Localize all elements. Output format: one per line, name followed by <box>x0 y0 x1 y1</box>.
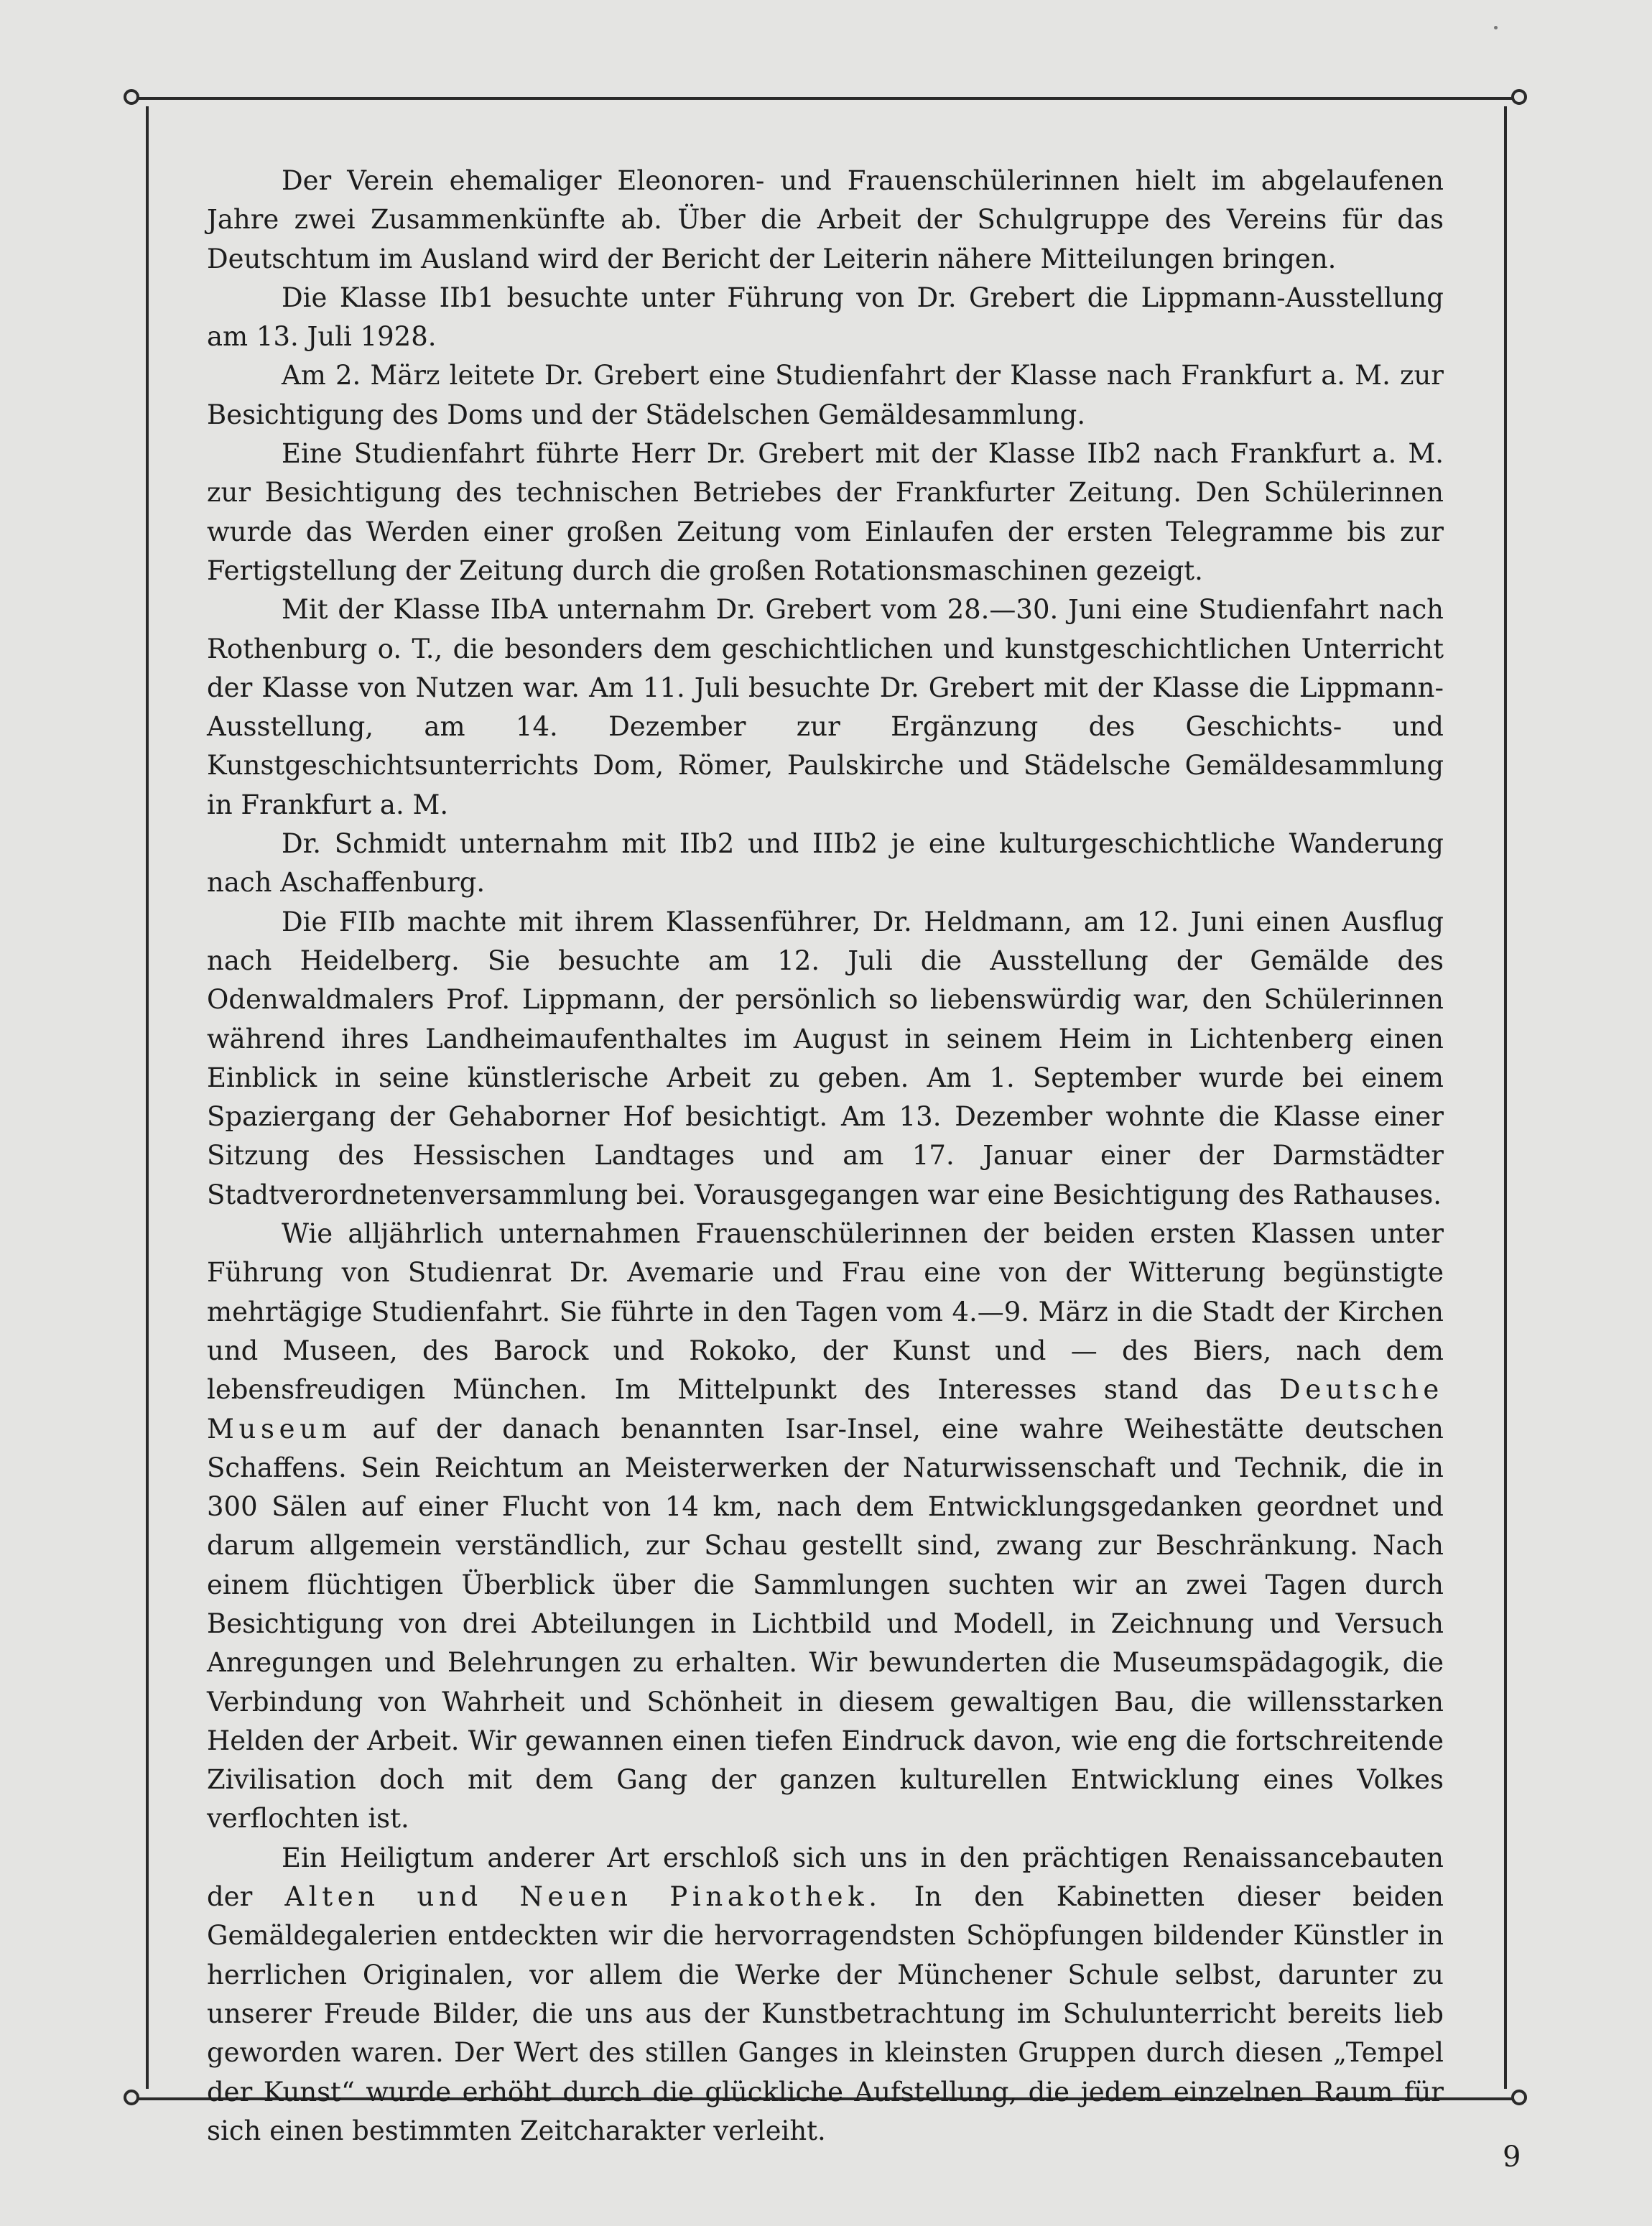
paragraph-pinakothek-text-b: In den Kabinetten dieser beiden Gemäldegalerien entdeckten wir die hervorragendsten Schöpfungen bildender Künstler in herrlichen Originalen, vor allem die Werke der Münchener Schule selbst, darunter zu unserer Freude Bilder, die uns aus der Kunstbetrachtung im Schulunterricht bereits lieb geworden waren. Der Wert des stillen Ganges in kleinsten Gruppen durch diesen „Tempel der Kunst“ wurde erhöht durch die glückliche Aufstellung, die jedem einzelnen Raum für sich einen bestimmten Zeitcharakter verleiht. <box>207 1881 1444 2146</box>
frame-corner-ornament <box>1511 89 1527 105</box>
paragraph-verein: Der Verein ehemaliger Eleonoren- und Frauenschülerinnen hielt im abgelaufenen Jahre zwei Zusammenkünfte ab. Über die Arbeit der Schulgruppe des Vereins für das Deutschtum im Ausland wird der Bericht der Leiterin nähere Mitteilungen bringen. <box>207 165 1444 274</box>
paragraph-muenchen-text-b: auf der danach benannten Isar-Insel, eine wahre Weihestätte deutschen Schaffens. Sein Reichtum an Meisterwerken der Naturwissenschaft und Technik, die in 300 Sälen auf einer Flucht von 14 km, nach dem Entwicklungsgedanken geordnet und darum allgemein verständlich, zur Schau gestellt sind, zwang zur Beschränkung. Nach einem flüchtigen Überblick über die Sammlungen suchten wir an zwei Tagen durch Besichtigung von drei Abteilungen in Lichtbild und Modell, in Zeichnung und Versuch Anregungen und Belehrungen zu erhalten. Wir bewunderten die Museumspädagogik, die Verbindung von Wahrheit und Schönheit in diesem gewaltigen Bau, die willensstarken Helden der Arbeit. Wir gewannen einen tiefen Eindruck davon, wie eng die fortschreitende Zivilisation doch mit dem Gang der ganzen kulturellen Entwicklung eines Volkes verflochten ist. <box>207 1413 1444 1835</box>
frame-right-rule <box>1504 106 1507 2089</box>
paragraph-muenchen <box>207 1215 1444 1839</box>
body-text <box>207 162 1444 2151</box>
frame-left-rule <box>146 106 149 2089</box>
paragraph-pinakothek-text-a: Ein Heiligtum anderer Art erschloß sich uns in den prächtigen Renaissancebauten der <box>207 1842 1444 1913</box>
frame-corner-ornament <box>1511 2090 1527 2105</box>
paragraph-maerz-frankfurt: Am 2. März leitete Dr. Grebert eine Studienfahrt der Klasse nach Frankfurt a. M. zur Besichtigung des Doms und der Städelschen Gemäldesammlung. <box>207 360 1444 430</box>
frame-corner-ornament <box>124 2090 139 2105</box>
paragraph-aschaffenburg: Dr. Schmidt unternahm mit IIb2 und IIIb2 je eine kulturgeschichtliche Wanderung nach Aschaffenburg. <box>207 828 1444 899</box>
paragraph-pinakothek <box>207 1839 1444 2151</box>
frame-corner-ornament <box>124 89 139 105</box>
scan-speck <box>1494 26 1498 29</box>
frame-top-rule <box>136 97 1516 100</box>
page-number: 9 <box>1503 2141 1521 2174</box>
paragraph-muenchen-text-a: Wie alljährlich unternahmen Frauenschülerinnen der beiden ersten Klassen unter Führung von Studienrat Dr. Avemarie und Frau eine von der Witterung begünstigte mehrtägige Studienfahrt. Sie führte in den Tagen vom 4.—9. März in die Stadt der Kirchen und Museen, des Barock und Rokoko, der Kunst und — des Biers, nach dem lebensfreudigen München. Im Mittelpunkt des Interesses stand das <box>207 1218 1444 1406</box>
deutsches-museum-emphasis: Deutsche Museum <box>207 1374 1444 1444</box>
paragraph-klasse-iib1: Die Klasse IIb1 besuchte unter Führung von Dr. Grebert die Lippmann-Ausstellung am 13. Juli 1928. <box>207 282 1444 353</box>
pinakothek-emphasis: Alten und Neuen Pinakothek. <box>284 1881 882 1913</box>
paragraph-heidelberg: Die FIIb machte mit ihrem Klassenführer, Dr. Heldmann, am 12. Juni einen Ausflug nach Heidelberg. Sie besuchte am 12. Juli die Ausstellung der Gemälde des Odenwaldmalers Prof. Lippmann, der persönlich so liebenswürdig war, den Schülerinnen während ihres Landheimaufenthaltes im August in seinem Heim in Lichtenberg einen Einblick in seine künstlerische Arbeit zu geben. Am 1. September wurde bei einem Spaziergang der Gehaborner Hof besichtigt. Am 13. Dezember wohnte die Klasse einer Sitzung des Hessischen Landtages und am 17. Januar einer der Darmstädter Stadtverordnetenversammlung bei. Vorausgegangen war eine Besichtigung des Rathauses. <box>207 906 1444 1210</box>
paragraph-rothenburg: Mit der Klasse IIbA unternahm Dr. Grebert vom 28.—30. Juni eine Studienfahrt nach Rothenburg o. T., die besonders dem geschichtlichen und kunstgeschichtlichen Unterricht der Klasse von Nutzen war. Am 11. Juli besuchte Dr. Grebert mit der Klasse die Lippmann-Ausstellung, am 14. Dezember zur Ergänzung des Geschichts- und Kunstgeschichtsunterrichts Dom, Römer, Paulskirche und Städelsche Gemäldesammlung in Frankfurt a. M. <box>207 594 1444 820</box>
paragraph-frankfurter-zeitung: Eine Studienfahrt führte Herr Dr. Grebert mit der Klasse IIb2 nach Frankfurt a. M. zur Besichtigung des technischen Betriebes der Frankfurter Zeitung. Den Schülerinnen wurde das Werden einer großen Zeitung vom Einlaufen der ersten Telegramme bis zur Fertigstellung der Zeitung durch die großen Rotationsmaschinen gezeigt. <box>207 438 1444 586</box>
